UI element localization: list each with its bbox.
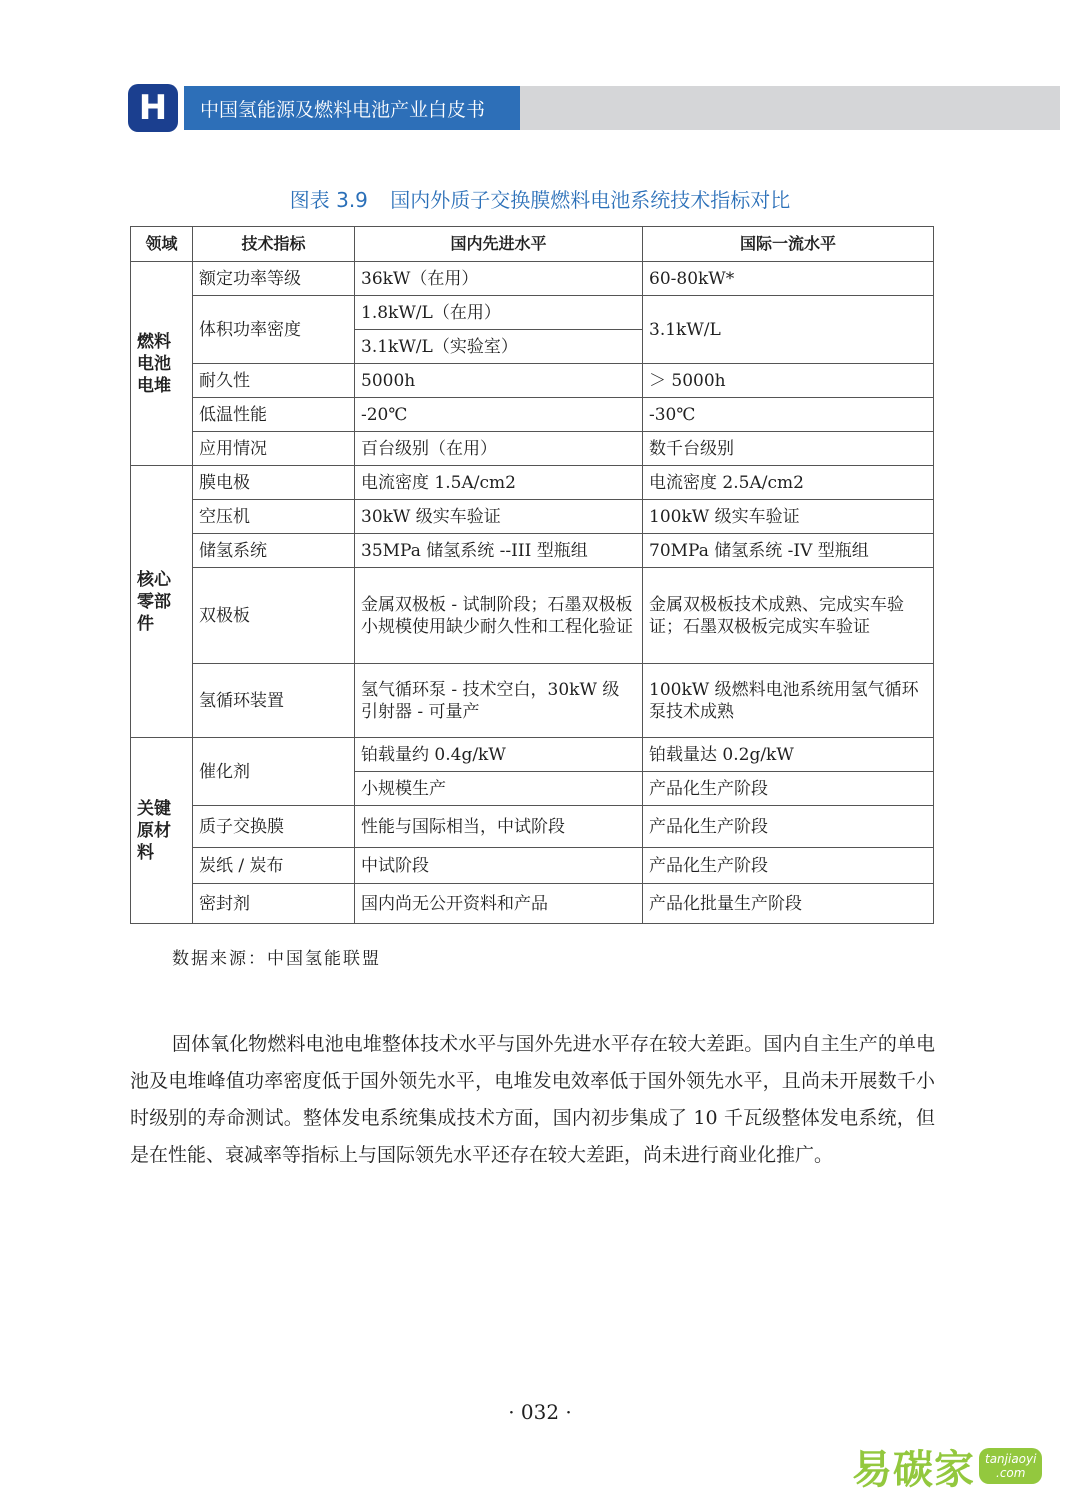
indicator-cell: 密封剂 <box>193 884 355 924</box>
paragraph-text: 固体氧化物燃料电池电堆整体技术水平与国外先进水平存在较大差距。国内自主生产的单电池及电堆峰值功率密度低于国外领先水平，电堆发电效率低于国外领先水平，且尚未开展数千小时级别的寿命测试。整体发电系统集成技术方面，国内初步集成了 10 千瓦级整体发电系统，但是在性能、衰减率等指标上与国际领先水平还存在较大差距，尚未进行商业化推广。 <box>130 1033 935 1166</box>
international-cell: 3.1kW/L <box>643 296 934 364</box>
header-gray-band <box>520 86 1060 130</box>
domain-cell: 燃料电池电堆 <box>131 262 193 466</box>
table-caption <box>0 184 1080 213</box>
page-number: · 032 · <box>508 1400 572 1424</box>
domestic-cell: 3.1kW/L（实验室） <box>355 330 643 364</box>
international-cell: 数千台级别 <box>643 432 934 466</box>
domestic-cell: 1.8kW/L（在用） <box>355 296 643 330</box>
spec-table <box>130 226 934 924</box>
international-cell: 金属双极板技术成熟、完成实车验证；石墨双极板完成实车验证 <box>643 568 934 664</box>
indicator-cell: 质子交换膜 <box>193 806 355 848</box>
domestic-cell: 百台级别（在用） <box>355 432 643 466</box>
domain-cell: 核心零部件 <box>131 466 193 738</box>
domestic-cell: 国内尚无公开资料和产品 <box>355 884 643 924</box>
indicator-cell: 应用情况 <box>193 432 355 466</box>
table-row <box>131 806 934 848</box>
table-row <box>131 262 934 296</box>
international-cell: 产品化生产阶段 <box>643 806 934 848</box>
domain-cell: 关键原材料 <box>131 738 193 924</box>
domestic-cell: 36kW（在用） <box>355 262 643 296</box>
table-header-row <box>131 227 934 262</box>
watermark-badge <box>979 1448 1042 1484</box>
header-cell: 国际一流水平 <box>643 227 934 262</box>
data-source-note: 数据来源：中国氢能联盟 <box>172 949 381 969</box>
indicator-cell: 双极板 <box>193 568 355 664</box>
table-row <box>131 364 934 398</box>
table-row <box>131 398 934 432</box>
header-title-bar <box>184 86 520 130</box>
international-cell: 100kW 级燃料电池系统用氢气循环泵技术成熟 <box>643 664 934 738</box>
header-cell: 技术指标 <box>193 227 355 262</box>
table-row <box>131 738 934 772</box>
watermark-logo <box>852 1434 1072 1498</box>
table-row <box>131 568 934 664</box>
table-row <box>131 296 934 330</box>
table-row <box>131 664 934 738</box>
indicator-cell: 氢循环装置 <box>193 664 355 738</box>
table-row <box>131 432 934 466</box>
indicator-cell: 耐久性 <box>193 364 355 398</box>
indicator-cell: 体积功率密度 <box>193 296 355 364</box>
table-row <box>131 884 934 924</box>
body-paragraph <box>130 1026 935 1174</box>
logo-letter: H <box>138 88 168 128</box>
indicator-cell: 膜电极 <box>193 466 355 500</box>
table-row <box>131 534 934 568</box>
international-cell: 电流密度 2.5A/cm2 <box>643 466 934 500</box>
table-row <box>131 500 934 534</box>
international-cell: 产品化生产阶段 <box>643 772 934 806</box>
table-row <box>131 466 934 500</box>
header-title: 中国氢能源及燃料电池产业白皮书 <box>200 98 486 121</box>
domestic-cell: 5000h <box>355 364 643 398</box>
domestic-cell: 性能与国际相当，中试阶段 <box>355 806 643 848</box>
header-cell: 领域 <box>131 227 193 262</box>
international-cell: 产品化生产阶段 <box>643 848 934 884</box>
indicator-cell: 额定功率等级 <box>193 262 355 296</box>
watermark-badge-line2: .com <box>996 1466 1026 1480</box>
domestic-cell: 电流密度 1.5A/cm2 <box>355 466 643 500</box>
indicator-cell: 空压机 <box>193 500 355 534</box>
table-row <box>131 848 934 884</box>
domestic-cell: 30kW 级实车验证 <box>355 500 643 534</box>
domestic-cell: 氢气循环泵 - 技术空白，30kW 级引射器 - 可量产 <box>355 664 643 738</box>
header-logo <box>128 84 178 132</box>
domestic-cell: 35MPa 储氢系统 --III 型瓶组 <box>355 534 643 568</box>
caption-title: 国内外质子交换膜燃料电池系统技术指标对比 <box>390 188 791 212</box>
international-cell: -30℃ <box>643 398 934 432</box>
international-cell: 铂载量达 0.2g/kW <box>643 738 934 772</box>
domestic-cell: -20℃ <box>355 398 643 432</box>
international-cell: ＞ 5000h <box>643 364 934 398</box>
international-cell: 产品化批量生产阶段 <box>643 884 934 924</box>
indicator-cell: 低温性能 <box>193 398 355 432</box>
watermark-badge-line1: tanjiaoyi <box>985 1452 1037 1466</box>
indicator-cell: 炭纸 / 炭布 <box>193 848 355 884</box>
indicator-cell: 储氢系统 <box>193 534 355 568</box>
caption-number: 图表 3.9 <box>289 188 368 212</box>
domestic-cell: 小规模生产 <box>355 772 643 806</box>
indicator-cell: 催化剂 <box>193 738 355 806</box>
international-cell: 100kW 级实车验证 <box>643 500 934 534</box>
domestic-cell: 金属双极板 - 试制阶段；石墨双极板小规模使用缺少耐久性和工程化验证 <box>355 568 643 664</box>
domestic-cell: 铂载量约 0.4g/kW <box>355 738 643 772</box>
watermark-brand: 易碳家 <box>852 1446 975 1493</box>
international-cell: 70MPa 储氢系统 -IV 型瓶组 <box>643 534 934 568</box>
international-cell: 60-80kW* <box>643 262 934 296</box>
domestic-cell: 中试阶段 <box>355 848 643 884</box>
header-cell: 国内先进水平 <box>355 227 643 262</box>
